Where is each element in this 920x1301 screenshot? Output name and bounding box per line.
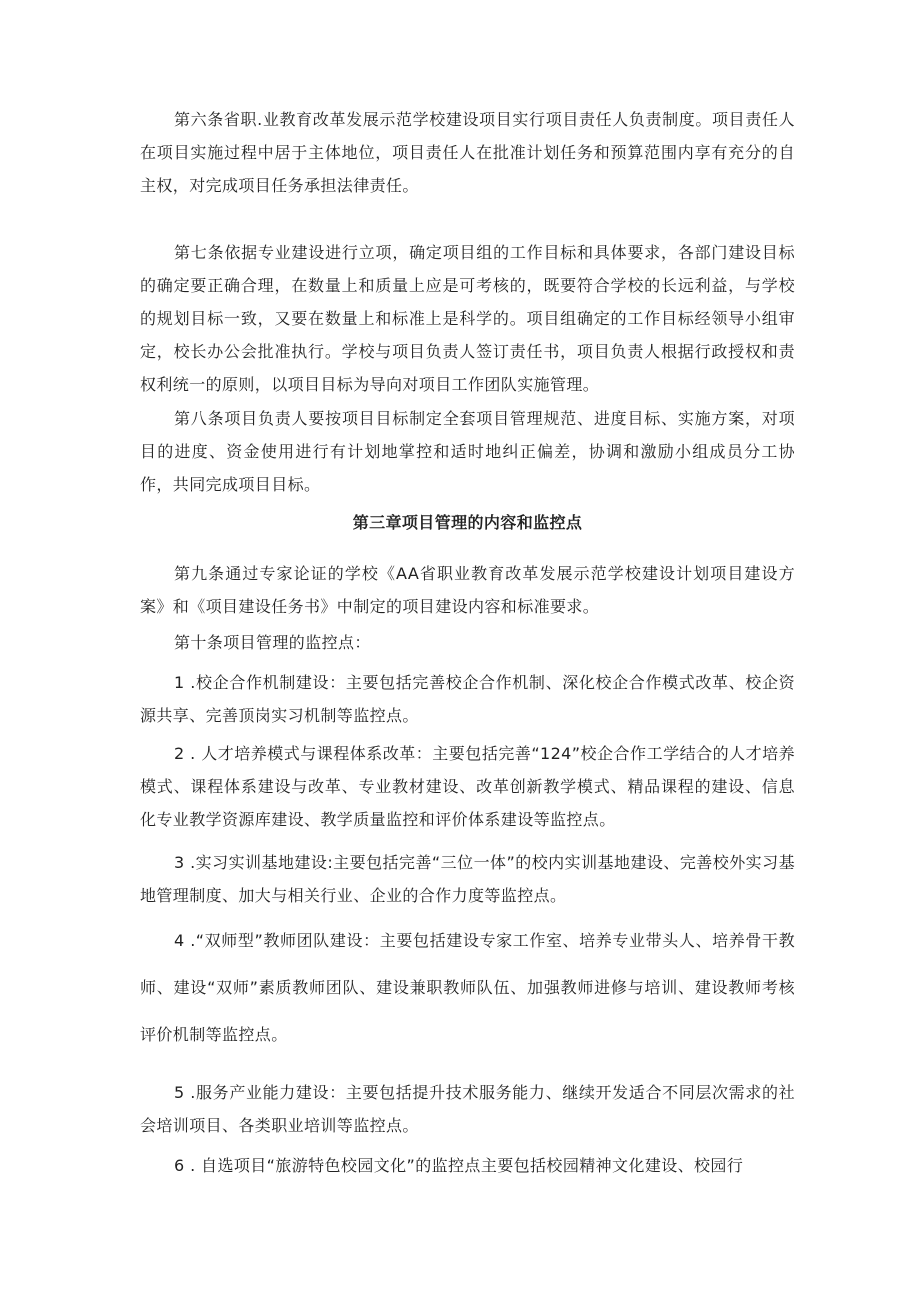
article-10: 第十条项目管理的监控点： [174, 633, 371, 652]
monitor-item-4: 4 .“双师型”教师团队建设：主要包括建设专家工作室、培养专业带头人、培养骨干教师、建设“双师”素质教师团队、建设兼职教师队伍、加强教师进修与培训、建设教师考核评价机制等监控点。 [140, 931, 795, 1044]
monitor-item-1: 1 .校企合作机制建设：主要包括完善校企合作机制、深化校企合作模式改革、校企资源共享、完善顶岗实习机制等监控点。 [140, 673, 795, 725]
chapter-3-heading: 第三章项目管理的内容和监控点 [352, 513, 583, 532]
monitor-item-6: 6 . 自选项目“旅游特色校园文化”的监控点主要包括校园精神文化建设、校园行 [174, 1156, 744, 1175]
monitor-item-2: 2 . 人才培养模式与课程体系改革：主要包括完善“124”校企合作工学结合的人才培养模式、课程体系建设与改革、专业教材建设、改革创新教学模式、精品课程的建设、信息化专业教学资源库建设、教学质量监控和评价体系建设等监控点。 [140, 744, 795, 829]
monitor-item-5: 5 .服务产业能力建设：主要包括提升技术服务能力、继续开发适合不同层次需求的社会培训项目、各类职业培训等监控点。 [140, 1083, 795, 1135]
monitor-item-3: 3 .实习实训基地建设:主要包括完善“三位一体”的校内实训基地建设、完善校外实习基地管理制度、加大与相关行业、企业的合作力度等监控点。 [140, 853, 795, 905]
article-8: 第八条项目负责人要按项目目标制定全套项目管理规范、进度目标、实施方案，对项目的进度、资金使用进行有计划地掌控和适时地纠正偏差，协调和激励小组成员分工协作，共同完成项目目标。 [140, 409, 795, 494]
article-9: 第九条通过专家论证的学校《AA省职业教育改革发展示范学校建设计划项目建设方案》和《项目建设任务书》中制定的项目建设内容和标准要求。 [140, 564, 795, 616]
article-7: 第七条依据专业建设进行立项，确定项目组的工作目标和具体要求，各部门建设目标的确定要正确合理，在数量上和质量上应是可考核的，既要符合学校的长远利益，与学校的规划目标一致，又要在数量上和标准上是科学的。项目组确定的工作目标经领导小组审定，校长办公会批准执行。学校与项目负责人签订责任书，项目负责人根据行政授权和责权利统一的原则，以项目目标为导向对项目工作团队实施管理。 [140, 243, 795, 394]
article-6: 第六条省职.业教育改革发展示范学校建设项目实行项目责任人负责制度。项目责任人在项目实施过程中居于主体地位，项目责任人在批准计划任务和预算范围内享有充分的自主权，对完成项目任务承担法律责任。 [140, 110, 795, 195]
